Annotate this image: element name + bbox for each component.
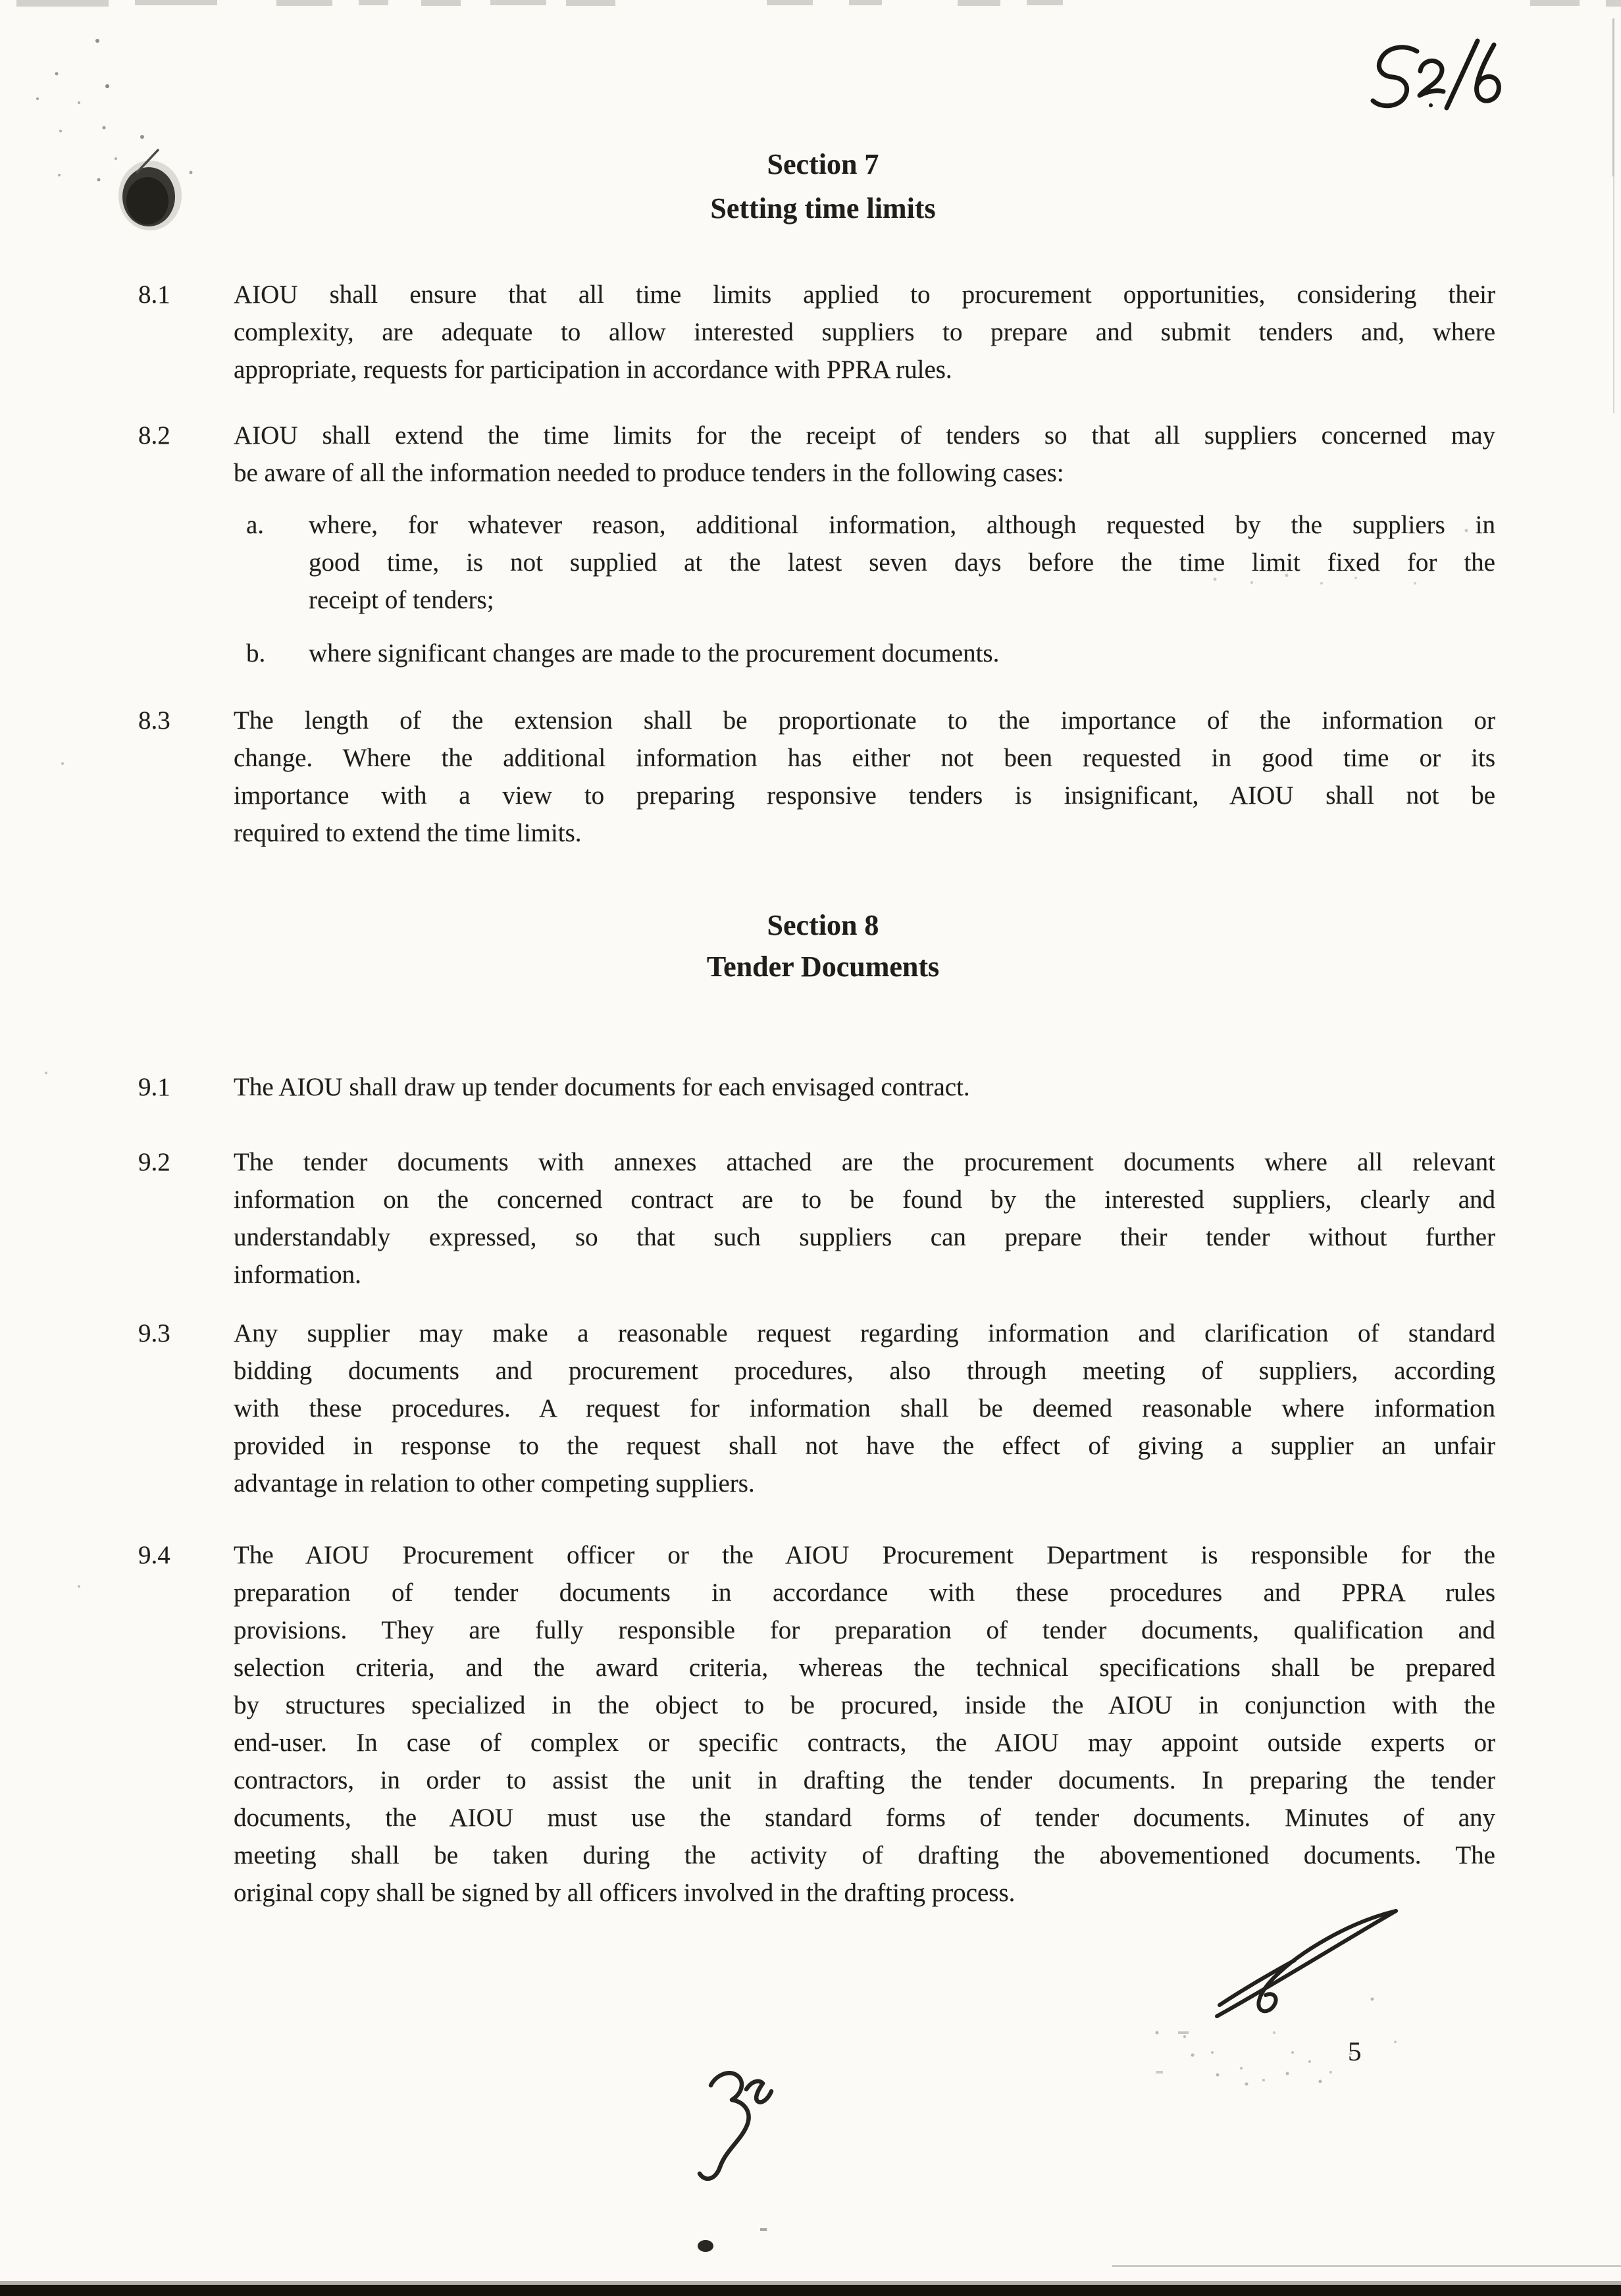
- text-line: understandably expressed, so that such suppliers can prepare their tender without further: [234, 1223, 1495, 1251]
- handwritten-note-transcription: [0, 0, 1, 1]
- paragraph-8-3: [138, 702, 1495, 852]
- text-line: change. Where the additional information has either not been requested in good time or its: [234, 744, 1495, 772]
- text-line: preparation of tender documents in accordance with these procedures and PPRA rules: [234, 1578, 1495, 1607]
- list-item-text: [309, 635, 1495, 672]
- text-line: AIOU shall ensure that all time limits applied to procurement opportunities, considering their: [234, 280, 1495, 309]
- paragraph-text: [234, 276, 1495, 388]
- scan-line-bottom-right: [1112, 2265, 1621, 2267]
- text-line: provided in response to the request shall not have the effect of giving a supplier an unfair: [234, 1432, 1495, 1460]
- paragraph-8-1: [138, 276, 1495, 388]
- text-line: bidding documents and procurement procedures, also through meeting of suppliers, according: [234, 1357, 1495, 1385]
- paragraph-9-4: [138, 1536, 1495, 1912]
- paragraph-text: [234, 1536, 1495, 1912]
- text-line: selection criteria, and the award criteria, whereas the technical specifications shall be prepared: [234, 1654, 1495, 1682]
- text-line: provisions. They are fully responsible for preparation of tender documents, qualification and: [234, 1616, 1495, 1644]
- text-line: The tender documents with annexes attached are the procurement documents where all relevant: [234, 1148, 1495, 1176]
- paragraph-text: [234, 1143, 1495, 1293]
- list-item-a: [246, 506, 1495, 619]
- paragraph-text: [234, 1315, 1495, 1502]
- text-line: where significant changes are made to the procurement documents.: [309, 639, 1000, 667]
- section-8-subtitle: Tender Documents: [706, 951, 940, 983]
- text-line: The AIOU shall draw up tender documents for each envisaged contract.: [234, 1073, 970, 1101]
- list-item-text: [309, 506, 1495, 619]
- text-line: documents, the AIOU must use the standard forms of tender documents. Minutes of any: [234, 1804, 1495, 1832]
- text-line: importance with a view to preparing responsive tenders is insignificant, AIOU shall not be: [234, 781, 1495, 810]
- paragraph-number: 8.1: [138, 280, 170, 309]
- text-line: required to extend the time limits.: [234, 819, 582, 847]
- text-line: The AIOU Procurement officer or the AIOU Procurement Department is responsible for the: [234, 1541, 1495, 1569]
- paragraph-number: 9.4: [138, 1541, 170, 1569]
- section-8-title: Section 8: [767, 909, 879, 941]
- paragraph-9-2: [138, 1143, 1495, 1293]
- paragraph-number: 9.1: [138, 1073, 170, 1101]
- list-item-marker: a.: [246, 511, 265, 539]
- text-line: appropriate, requests for participation in accordance with PPRA rules.: [234, 355, 952, 384]
- text-line: information.: [234, 1261, 361, 1289]
- text-line: information on the concerned contract are to be found by the interested suppliers, clearly and: [234, 1186, 1495, 1214]
- text-line: good time, is not supplied at the latest seven days before the time limit fixed for the: [309, 548, 1495, 577]
- scan-edge-top-smudges: [16, 0, 1621, 7]
- signature-flourish-icon: [1217, 1911, 1396, 2016]
- ink-dot-bottom-icon: [698, 2228, 767, 2252]
- text-line: contractors, in order to assist the unit in drafting the tender documents. In preparing the tender: [234, 1766, 1495, 1794]
- page-number: 5: [1348, 2036, 1362, 2066]
- scan-edge-bottom-strip: [0, 2281, 1621, 2296]
- text-line: by structures specialized in the object to be procured, inside the AIOU in conjunction with the: [234, 1691, 1495, 1719]
- text-line: where, for whatever reason, additional information, although requested by the suppliers in: [309, 511, 1495, 539]
- text-line: Any supplier may make a reasonable request regarding information and clarification of standard: [234, 1319, 1495, 1347]
- text-line: with these procedures. A request for information shall be deemed reasonable where information: [234, 1394, 1495, 1422]
- paragraph-text: [234, 417, 1495, 492]
- text-line: The length of the extension shall be proportionate to the importance of the information or: [234, 706, 1495, 735]
- paragraph-9-1: [138, 1068, 1495, 1106]
- text-line: AIOU shall extend the time limits for the receipt of tenders so that all suppliers concerned may: [234, 421, 1495, 450]
- text-line: meeting shall be taken during the activity of drafting the abovementioned documents. The: [234, 1841, 1495, 1869]
- list-item-b: [246, 635, 1495, 672]
- text-line: original copy shall be signed by all officers involved in the drafting process.: [234, 1879, 1016, 1907]
- section-7-subtitle: Setting time limits: [710, 192, 936, 224]
- paragraph-number: 8.3: [138, 706, 170, 735]
- text-line: advantage in relation to other competing suppliers.: [234, 1469, 755, 1498]
- paragraph-number: 9.3: [138, 1319, 170, 1347]
- paragraph-text: [234, 702, 1495, 852]
- list-item-marker: b.: [246, 639, 266, 667]
- section-7-title: Section 7: [767, 148, 879, 180]
- paragraph-text: [234, 1068, 1495, 1106]
- paragraph-number: 9.2: [138, 1148, 170, 1176]
- initials-mark-icon: [700, 2073, 771, 2179]
- text-line: end-user. In case of complex or specific contracts, the AIOU may appoint outside experts or: [234, 1729, 1495, 1757]
- paragraph-number: 8.2: [138, 421, 170, 450]
- text-line: complexity, are adequate to allow interested suppliers to prepare and submit tenders and, where: [234, 318, 1495, 346]
- paragraph-9-3: [138, 1315, 1495, 1502]
- text-line: receipt of tenders;: [309, 586, 494, 614]
- handwritten-note-52-6-icon: [1373, 41, 1499, 108]
- text-line: be aware of all the information needed to produce tenders in the following cases:: [234, 459, 1064, 487]
- paragraph-8-2: [138, 417, 1495, 492]
